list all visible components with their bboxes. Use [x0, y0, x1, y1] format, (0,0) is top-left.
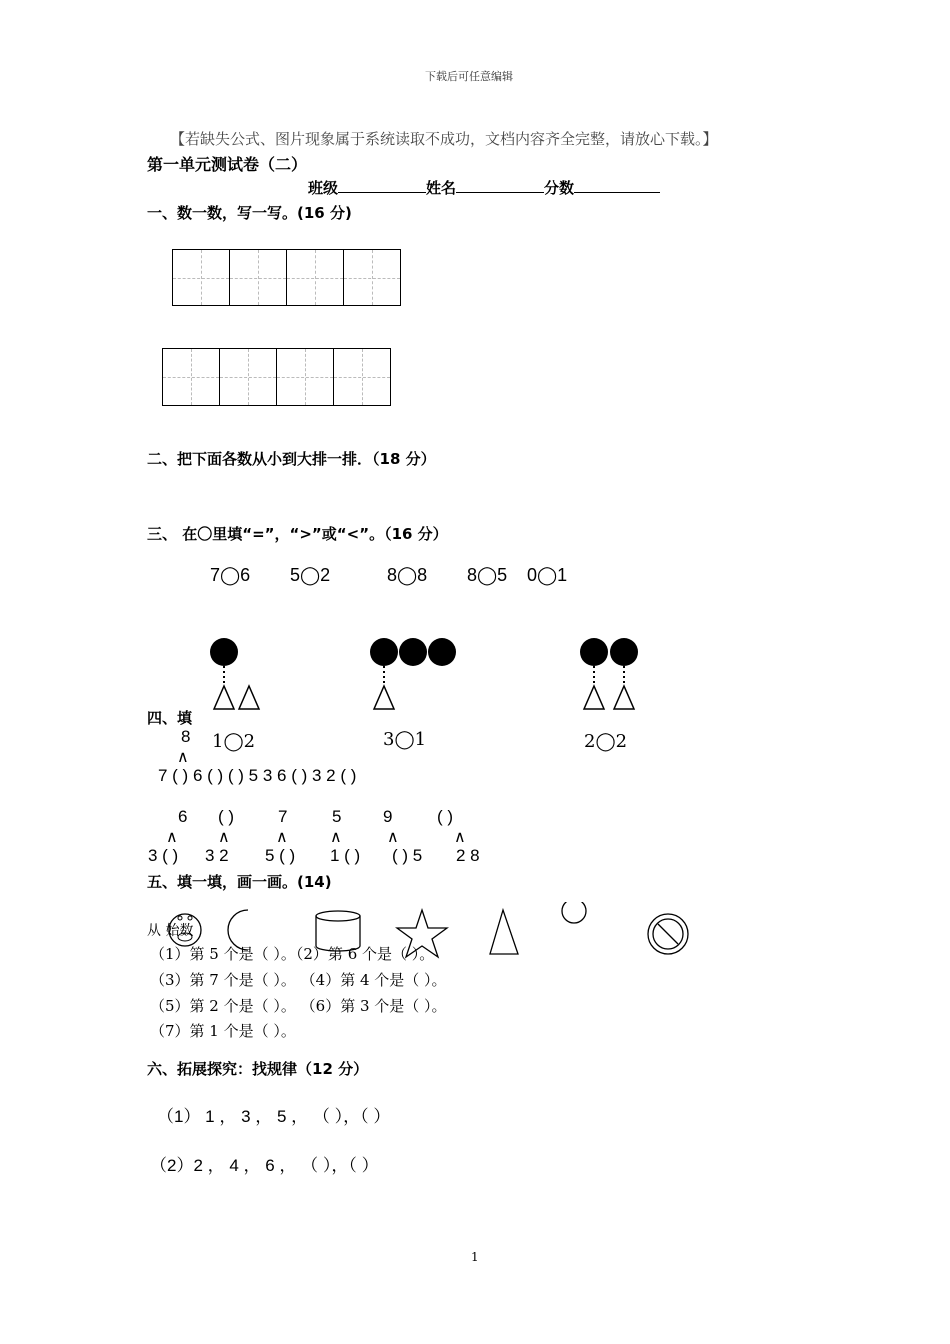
section-2-title: 二、把下面各数从小到大排一排．（18 分）: [147, 450, 436, 468]
score-label: 分数: [544, 179, 575, 197]
circle-compare[interactable]: 3◯1: [383, 729, 427, 750]
filled-circle-icon: [210, 638, 238, 666]
question-line[interactable]: （5）第 2 个是（ ）。 （6）第 3 个是（ ）。: [150, 997, 447, 1015]
filled-circle-icon: [370, 638, 398, 666]
grid-cell[interactable]: [333, 348, 391, 406]
class-label: 班级: [308, 179, 339, 197]
compare-item[interactable]: 5◯2: [290, 565, 331, 585]
decompose-top[interactable]: ( ): [437, 807, 454, 826]
decompose-top: 8: [181, 727, 191, 746]
question-line[interactable]: （1）第 5 个是（ ）。（2）第 6 个是（ ）。: [150, 945, 435, 963]
question-line[interactable]: （7）第 1 个是（ ）。: [150, 1022, 296, 1040]
decompose-caret: ∧: [387, 827, 399, 846]
section-5-title: 五、填一填，画一画。(14): [147, 873, 332, 891]
section-3-title: 三、 在〇里填“=”，“>”或“<”。（16 分）: [147, 525, 448, 543]
score-blank[interactable]: [574, 192, 660, 193]
grid-cell[interactable]: [229, 249, 287, 306]
dotted-link-triangles: [205, 664, 265, 714]
smiley-face-icon: [169, 914, 201, 946]
grid-cell[interactable]: [343, 249, 401, 306]
compare-item[interactable]: 7◯6: [210, 565, 251, 585]
decompose-bottom[interactable]: 3 ( ): [148, 846, 179, 865]
compare-item[interactable]: 8◯5: [467, 565, 508, 585]
section-1-title: 一、数一数，写一写。(16 分): [147, 204, 352, 222]
pattern-line[interactable]: （2）2 ， 4 ， 6 ， （ ），（ ）: [150, 1156, 379, 1175]
grid-cell[interactable]: [219, 348, 277, 406]
decompose-top: 6: [178, 807, 188, 826]
filled-circle-icon: [580, 638, 608, 666]
circle-compare[interactable]: 2◯2: [584, 731, 628, 752]
grid-cell[interactable]: [276, 348, 334, 406]
filled-circle-icon: [610, 638, 638, 666]
triangle-icon: [490, 910, 518, 954]
dotted-link-triangles: [575, 664, 645, 714]
section-4-title: 四、填: [147, 709, 193, 727]
decompose-caret: ∧: [330, 827, 342, 846]
dotted-link-triangle: [365, 664, 405, 714]
decompose-caret: ∧: [276, 827, 288, 846]
decompose-top: 5: [332, 807, 342, 826]
page-title: 第一单元测试卷（二）: [147, 155, 308, 174]
decompose-bottom[interactable]: 1 ( ): [330, 846, 361, 865]
decompose-bottom: 2 8: [456, 846, 480, 865]
grid-cell[interactable]: [162, 348, 220, 406]
circle-outline-icon: [562, 902, 586, 923]
decompose-top[interactable]: ( ): [218, 807, 235, 826]
grid-cell[interactable]: [286, 249, 344, 306]
name-label: 姓名: [426, 179, 457, 197]
decompose-top: 7: [278, 807, 288, 826]
decompose-row-1[interactable]: 7 ( ) 6 ( ) ( ) 5 3 6 ( ) 3 2 ( ): [158, 766, 357, 785]
name-blank[interactable]: [456, 192, 544, 193]
decompose-caret: ∧: [177, 747, 189, 766]
class-blank[interactable]: [338, 192, 426, 193]
question-line[interactable]: （3）第 7 个是（ ）。 （4）第 4 个是（ ）。: [150, 971, 447, 989]
compare-item[interactable]: 8◯8: [387, 565, 428, 585]
compare-item[interactable]: 0◯1: [527, 565, 568, 585]
section-6-title: 六、拓展探究：找规律（12 分）: [147, 1060, 369, 1078]
decompose-caret: ∧: [454, 827, 466, 846]
circle-compare[interactable]: 1◯2: [212, 731, 256, 752]
filled-circle-icon: [399, 638, 427, 666]
decompose-bottom: 3 2: [205, 846, 229, 865]
no-sign-icon: [648, 914, 688, 954]
decompose-bottom[interactable]: ( ) 5: [392, 846, 423, 865]
info-line: [308, 177, 660, 198]
grid-cell[interactable]: [172, 249, 230, 306]
filled-circle-icon: [428, 638, 456, 666]
decompose-top: 9: [383, 807, 393, 826]
decompose-bottom[interactable]: 5 ( ): [265, 846, 296, 865]
page-number: 1: [471, 1250, 479, 1264]
count-instruction: 从 始数: [147, 923, 194, 939]
pattern-line[interactable]: （1） 1 ， 3 ， 5 ， （ ），（ ）: [157, 1107, 391, 1126]
download-notice: 【若缺失公式、图片现象属于系统读取不成功，文档内容齐全完整，请放心下载。】: [170, 130, 718, 148]
decompose-caret: ∧: [218, 827, 230, 846]
top-note: 下载后可任意编辑: [425, 70, 513, 83]
decompose-caret: ∧: [166, 827, 178, 846]
